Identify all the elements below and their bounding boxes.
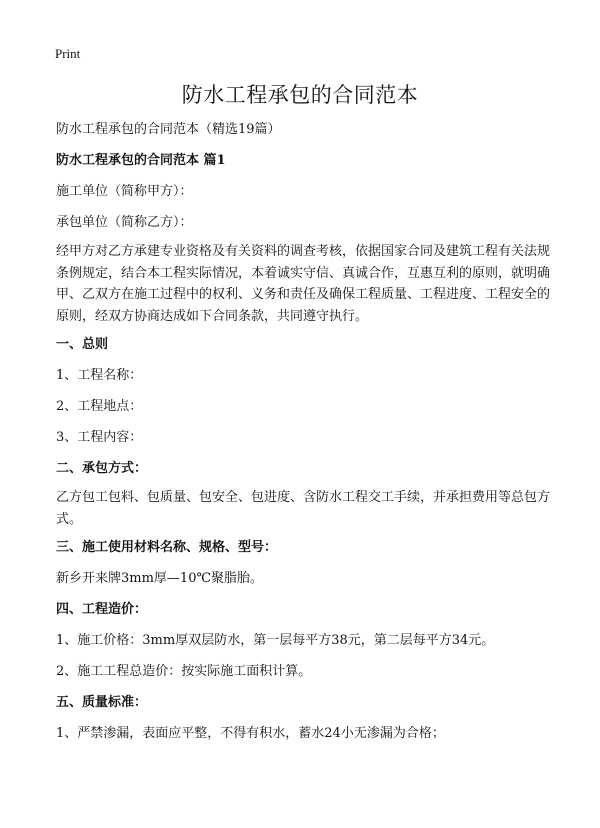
list-item: 2、工程地点： <box>56 399 143 414</box>
heading-contract-mode: 二、承包方式： <box>56 461 148 476</box>
document-body <box>56 122 550 742</box>
list-item: 1、工程名称： <box>56 368 143 383</box>
list-item: 3、工程内容： <box>56 430 143 445</box>
list-item: 2、施工工程总造价：按实际施工面积计算。 <box>56 664 312 679</box>
materials-paragraph: 新乡开来牌3mm厚—10℃聚脂胎。 <box>56 571 264 586</box>
party-b-line: 承包单位（简称乙方）： <box>56 215 193 230</box>
document-subtitle: 防水工程承包的合同范本（精选19篇） <box>56 122 281 137</box>
heading-materials: 三、施工使用材料名称、规格、型号： <box>56 540 278 555</box>
section-title: 防水工程承包的合同范本 篇1 <box>56 153 226 168</box>
intro-paragraph: 经甲方对乙方承建专业资格及有关资料的调查考核，依据国家合同及建筑工程有关法规条例规定，结合本工程实际情况，本着诚实守信、真诚合作，互惠互利的原则，就明确甲、乙双方在施工过程中的权利、义务和责任及确保工程质量、工程进度、工程安全的原则，经双方协商达成如下合同条款，共同遵守执行。 <box>56 244 551 324</box>
page-title: 防水工程承包的合同范本 <box>181 83 419 107</box>
list-item: 1、施工价格：3mm厚双层防水，第一层每平方38元，第二层每平方34元。 <box>56 633 495 648</box>
print-label: Print <box>55 46 81 61</box>
list-item: 1、严禁渗漏，表面应平整，不得有积水，蓄水24小无渗漏为合格； <box>56 726 445 741</box>
party-a-line: 施工单位（简称甲方）： <box>56 184 193 199</box>
heading-quality: 五、质量标准： <box>56 695 148 710</box>
heading-general: 一、总则 <box>56 337 109 352</box>
heading-cost: 四、工程造价： <box>56 602 148 617</box>
contract-mode-paragraph: 乙方包工包料、包质量、包安全、包进度、含防水工程交工手续，并承担费用等总包方式。 <box>56 490 551 527</box>
